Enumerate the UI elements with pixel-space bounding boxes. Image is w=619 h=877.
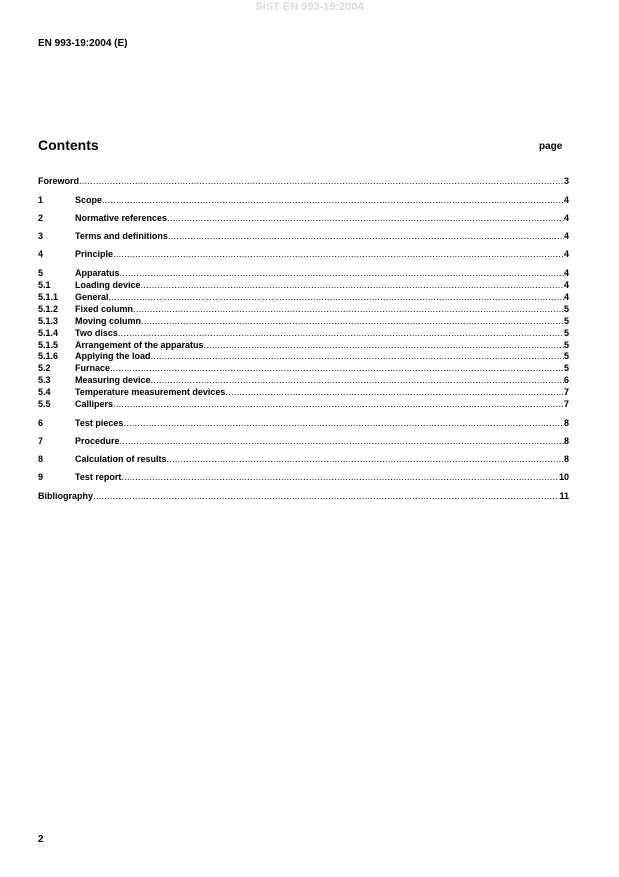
toc-entry-number: 5.1.2 bbox=[38, 304, 59, 314]
toc-entry-title: Fixed column bbox=[75, 304, 134, 314]
toc-entry-title: Bibliography bbox=[38, 491, 94, 501]
document-id: EN 993-19:2004 (E) bbox=[38, 38, 128, 49]
toc-entry-title: Terms and definitions bbox=[75, 231, 168, 241]
toc-entry-page: 7 bbox=[563, 399, 569, 409]
toc-entry-number: 2 bbox=[38, 213, 44, 223]
toc-entry[interactable] bbox=[38, 280, 569, 291]
toc-entry-number: 5.3 bbox=[38, 375, 51, 385]
contents-heading: Contents bbox=[38, 137, 99, 153]
toc-entry-number: 6 bbox=[38, 418, 44, 428]
toc-entry-number: 9 bbox=[38, 472, 44, 482]
toc-entry-page: 8 bbox=[563, 454, 569, 464]
toc-entry-title: Two discs bbox=[75, 328, 118, 338]
toc-entry-number: 5.4 bbox=[38, 387, 51, 397]
toc-entry[interactable] bbox=[38, 472, 569, 483]
toc-entry[interactable] bbox=[38, 195, 569, 206]
toc-entry[interactable] bbox=[38, 304, 569, 315]
toc-entry-page: 8 bbox=[563, 418, 569, 428]
toc-entry-title: Apparatus bbox=[75, 268, 120, 278]
toc-entry-number: 5.1.1 bbox=[38, 292, 59, 302]
toc-entry-page: 4 bbox=[563, 280, 569, 290]
toc-entry-title: General bbox=[75, 292, 109, 302]
toc-entry-page: 6 bbox=[563, 375, 569, 385]
toc-entry[interactable] bbox=[38, 363, 569, 374]
toc-entry-page: 4 bbox=[563, 268, 569, 278]
toc-entry-title: Calculation of results bbox=[75, 454, 167, 464]
toc-entry-title: Normative references bbox=[75, 213, 168, 223]
toc-entry-page: 10 bbox=[558, 472, 569, 482]
toc-entry[interactable] bbox=[38, 316, 569, 327]
toc-entry[interactable] bbox=[38, 328, 569, 339]
toc-entry[interactable] bbox=[38, 249, 569, 260]
page-column-label: page bbox=[539, 141, 563, 152]
toc-entry-page: 4 bbox=[563, 195, 569, 205]
watermark: SIST EN 993-19:2004 bbox=[255, 1, 364, 13]
toc-entry-title: Loading device bbox=[75, 280, 141, 290]
toc-entry[interactable] bbox=[38, 399, 569, 410]
toc-entry-number: 8 bbox=[38, 454, 44, 464]
toc-entry-title: Furnace bbox=[75, 363, 111, 373]
toc-entry-page: 4 bbox=[563, 249, 569, 259]
toc-entry-page: 4 bbox=[563, 292, 569, 302]
toc-entry[interactable] bbox=[38, 418, 569, 429]
toc-entry-number: 5.1.4 bbox=[38, 328, 59, 338]
toc-entry-number: 1 bbox=[38, 195, 44, 205]
toc-entry-page: 8 bbox=[563, 436, 569, 446]
toc-entry-title: Foreword bbox=[38, 176, 80, 186]
toc-entry-page: 5 bbox=[563, 340, 569, 350]
toc-entry-number: 3 bbox=[38, 231, 44, 241]
toc-entry-page: 4 bbox=[563, 213, 569, 223]
toc-entry-title: Callipers bbox=[75, 399, 114, 409]
toc-entry-title: Scope bbox=[75, 195, 103, 205]
toc-entry-title: Test report bbox=[75, 472, 122, 482]
toc-entry-number: 7 bbox=[38, 436, 44, 446]
toc-entry-page: 3 bbox=[563, 176, 569, 186]
toc-entry-number: 5.5 bbox=[38, 399, 51, 409]
toc-entry-title: Principle bbox=[75, 249, 114, 259]
toc-entry-page: 5 bbox=[563, 351, 569, 361]
toc-entry-page: 7 bbox=[563, 387, 569, 397]
toc-entry-page: 5 bbox=[563, 363, 569, 373]
toc-entry-number: 5.1 bbox=[38, 280, 51, 290]
toc-entry-number: 5.1.5 bbox=[38, 340, 59, 350]
toc-entry-page: 5 bbox=[563, 316, 569, 326]
toc-entry[interactable] bbox=[38, 454, 569, 465]
toc-entry-number: 5.1.6 bbox=[38, 351, 59, 361]
toc-entry[interactable] bbox=[38, 387, 569, 398]
toc-entry[interactable] bbox=[38, 375, 569, 386]
toc-entry-title: Moving column bbox=[75, 316, 141, 326]
toc-entry-page: 4 bbox=[563, 231, 569, 241]
toc-entry[interactable] bbox=[38, 351, 569, 362]
toc-entry-number: 5.1.3 bbox=[38, 316, 59, 326]
toc-entry-page: 5 bbox=[563, 328, 569, 338]
toc-entry-title: Measuring device bbox=[75, 375, 151, 385]
toc-entry-number: 4 bbox=[38, 249, 44, 259]
toc-entry-title: Applying the load bbox=[75, 351, 151, 361]
toc-entry-title: Arrangement of the apparatus bbox=[75, 340, 204, 350]
toc-entry-bibliography[interactable] bbox=[38, 491, 569, 502]
page-number: 2 bbox=[38, 834, 44, 845]
toc-entry[interactable] bbox=[38, 268, 569, 279]
toc-entry-number: 5.2 bbox=[38, 363, 51, 373]
toc-entry-page: 5 bbox=[563, 304, 569, 314]
toc-entry[interactable] bbox=[38, 231, 569, 242]
toc-entry-page: 11 bbox=[559, 491, 569, 501]
toc-entry-title: Test pieces bbox=[75, 418, 124, 428]
toc-entry-title: Procedure bbox=[75, 436, 120, 446]
toc-entry[interactable] bbox=[38, 213, 569, 224]
toc-entry[interactable] bbox=[38, 436, 569, 447]
toc-entry[interactable] bbox=[38, 340, 569, 351]
toc-entry[interactable] bbox=[38, 292, 569, 303]
toc-entry-title: Temperature measurement devices bbox=[75, 387, 226, 397]
toc-entry-foreword[interactable] bbox=[38, 176, 569, 187]
toc-entry-number: 5 bbox=[38, 268, 44, 278]
